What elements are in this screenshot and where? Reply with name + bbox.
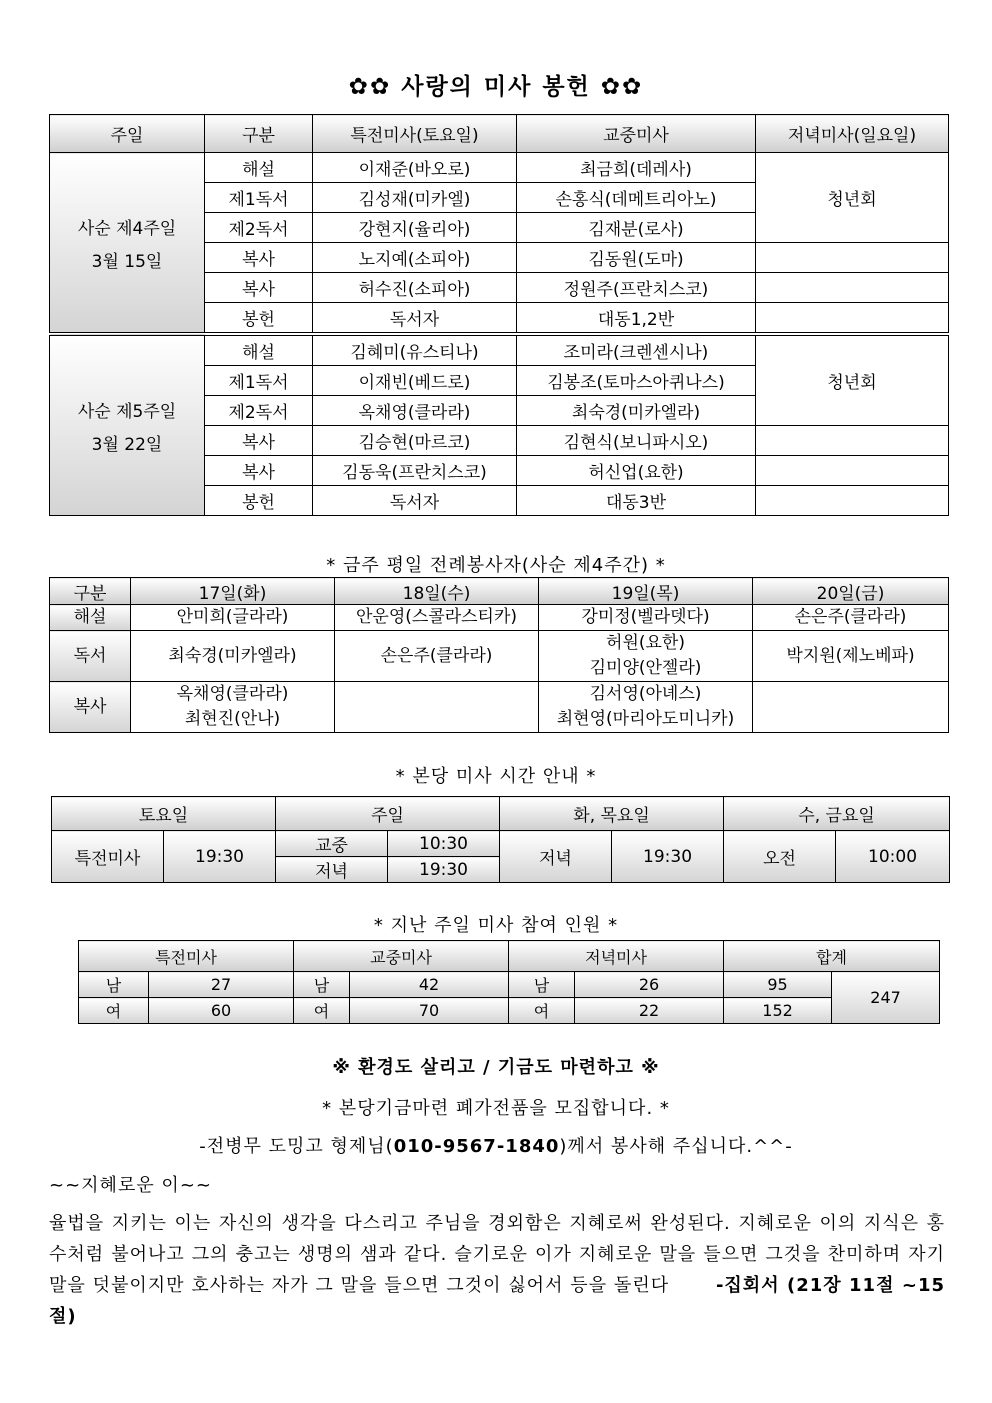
role-cell: 복사 — [205, 426, 313, 456]
special-cell: 김혜미(유스티나) — [313, 334, 517, 366]
role-cell: 제2독서 — [205, 396, 313, 426]
main-male: 42 — [350, 972, 509, 998]
wisdom-heading: ~~지혜로운 이~~ — [49, 1175, 212, 1196]
main-cell: 최숙경(미카엘라) — [517, 396, 756, 426]
total: 247 — [832, 972, 940, 1024]
cell: 최숙경(미카엘라) — [131, 631, 335, 682]
header-role: 구분 — [205, 115, 313, 153]
wisdom-body — [49, 1208, 945, 1332]
main-cell: 김현식(보니파시오) — [517, 426, 756, 456]
table-row — [79, 972, 940, 998]
role-cell: 봉헌 — [205, 303, 313, 335]
sum-male: 95 — [724, 972, 832, 998]
header-category: 구분 — [50, 578, 131, 605]
cell-line: 김미양(안젤라) — [589, 658, 702, 678]
header-day-18: 18일(수) — [335, 578, 539, 605]
notice-line3 — [0, 1132, 992, 1158]
special-cell: 노지예(소피아) — [313, 243, 517, 273]
female-label: 여 — [294, 998, 350, 1024]
cell: 손은주(클라라) — [335, 631, 539, 682]
special-cell: 이재준(바오로) — [313, 153, 517, 183]
main-female: 70 — [350, 998, 509, 1024]
sun-eve-label: 저녁 — [276, 857, 388, 883]
female-label: 여 — [79, 998, 149, 1024]
evening-empty-cell — [756, 273, 949, 303]
table-row — [50, 631, 949, 682]
cell — [539, 631, 753, 682]
week-date: 3월 22일 — [91, 434, 163, 455]
role-cell: 해설 — [205, 153, 313, 183]
main-cell: 대동1,2반 — [517, 303, 756, 335]
header-evening-mass: 저녁미사(일요일) — [756, 115, 949, 153]
cell-line: 허원(요한) — [606, 633, 685, 653]
special-cell: 강현지(율리아) — [313, 213, 517, 243]
header-tue-thu: 화, 목요일 — [500, 797, 724, 831]
cell: 안미희(글라라) — [131, 605, 335, 631]
evening-cell: 청년회 — [756, 153, 949, 243]
male-label: 남 — [79, 972, 149, 998]
main-cell: 손홍식(데메트리아노) — [517, 183, 756, 213]
header-day-17: 17일(화) — [131, 578, 335, 605]
main-cell: 김동원(도마) — [517, 243, 756, 273]
sat-time: 19:30 — [164, 831, 276, 883]
row-label: 해설 — [50, 605, 131, 631]
tt-label: 저녁 — [500, 831, 612, 883]
role-cell: 해설 — [205, 334, 313, 366]
notice-line3-prefix: -전병무 도밍고 형제님( — [199, 1136, 394, 1157]
cell — [131, 682, 335, 733]
week-name: 사순 제4주일 — [77, 218, 177, 239]
evening-empty-cell — [756, 486, 949, 516]
week-date: 3월 15일 — [91, 251, 163, 272]
row-label: 복사 — [50, 682, 131, 733]
sun-eve-time: 19:30 — [388, 857, 500, 883]
evening-cell: 청년회 — [756, 334, 949, 426]
sat-label: 특전미사 — [52, 831, 164, 883]
male-label: 남 — [509, 972, 575, 998]
header-sunday: 주일 — [276, 797, 500, 831]
table-row — [50, 682, 949, 733]
special-female: 60 — [149, 998, 294, 1024]
cell-line: 최현진(안나) — [184, 709, 281, 729]
notice-line1: ※ 환경도 살리고 / 기금도 마련하고 ※ — [332, 1057, 660, 1078]
header-main: 교중미사 — [294, 941, 509, 972]
table-row — [79, 998, 940, 1024]
cell: 안운영(스콜라스티카) — [335, 605, 539, 631]
weekday-heading: * 금주 평일 전례봉사자(사순 제4주간) * — [326, 555, 666, 576]
header-day-20: 20일(금) — [753, 578, 949, 605]
main-cell: 조미라(크렌센시나) — [517, 334, 756, 366]
evening-empty-cell — [756, 303, 949, 335]
cell: 박지원(제노베파) — [753, 631, 949, 682]
sun-main-time: 10:30 — [388, 831, 500, 857]
mass-times-table — [51, 796, 950, 883]
main-cell: 김재분(로사) — [517, 213, 756, 243]
times-heading: * 본당 미사 시간 안내 * — [395, 766, 597, 787]
week-label — [50, 334, 205, 516]
cell-line: 김서영(아녜스) — [589, 684, 702, 704]
special-cell: 독서자 — [313, 303, 517, 335]
evening-empty-cell — [756, 456, 949, 486]
week-label — [50, 153, 205, 335]
notice-line3-suffix: )께서 봉사해 주십니다.^^- — [559, 1136, 793, 1157]
cell: 손은주(클라라) — [753, 605, 949, 631]
attendance-heading: * 지난 주일 미사 참여 인원 * — [373, 915, 619, 936]
role-cell: 봉헌 — [205, 486, 313, 516]
phone-number: 010-9567-1840 — [393, 1136, 560, 1157]
cell — [753, 682, 949, 733]
special-cell: 김성재(미카엘) — [313, 183, 517, 213]
role-cell: 제1독서 — [205, 366, 313, 396]
header-main-mass: 교중미사 — [517, 115, 756, 153]
header-wed-fri: 수, 금요일 — [724, 797, 950, 831]
cell — [539, 682, 753, 733]
male-label: 남 — [294, 972, 350, 998]
main-cell: 정원주(프란치스코) — [517, 273, 756, 303]
main-cell: 최금희(데레사) — [517, 153, 756, 183]
header-special-mass: 특전미사(토요일) — [313, 115, 517, 153]
wf-label: 오전 — [724, 831, 836, 883]
table-row — [50, 605, 949, 631]
special-cell: 허수진(소피아) — [313, 273, 517, 303]
evening-male: 26 — [575, 972, 724, 998]
special-cell: 독서자 — [313, 486, 517, 516]
row-label: 독서 — [50, 631, 131, 682]
table-row — [50, 334, 949, 366]
sun-main-label: 교중 — [276, 831, 388, 857]
special-cell: 이재빈(베드로) — [313, 366, 517, 396]
header-special: 특전미사 — [79, 941, 294, 972]
header-day-19: 19일(목) — [539, 578, 753, 605]
main-cell: 대동3반 — [517, 486, 756, 516]
evening-empty-cell — [756, 426, 949, 456]
role-cell: 복사 — [205, 273, 313, 303]
cell-line: 최현영(마리아도미니카) — [556, 709, 735, 729]
role-cell: 복사 — [205, 456, 313, 486]
table-row — [52, 831, 950, 857]
header-sunday: 주일 — [50, 115, 205, 153]
wisdom-source: -집회서 (21장 11절 ~15절) — [49, 1275, 945, 1327]
cell: 강미정(벨라뎃다) — [539, 605, 753, 631]
evening-empty-cell — [756, 243, 949, 273]
header-total: 합계 — [724, 941, 940, 972]
week-name: 사순 제5주일 — [77, 401, 177, 422]
attendance-table — [78, 940, 940, 1024]
evening-female: 22 — [575, 998, 724, 1024]
special-male: 27 — [149, 972, 294, 998]
role-cell: 제1독서 — [205, 183, 313, 213]
special-cell: 옥채영(클라라) — [313, 396, 517, 426]
main-cell: 허신업(요한) — [517, 456, 756, 486]
tt-time: 19:30 — [612, 831, 724, 883]
header-saturday: 토요일 — [52, 797, 276, 831]
female-label: 여 — [509, 998, 575, 1024]
table-row — [50, 153, 949, 183]
cell-line: 옥채영(클라라) — [176, 684, 289, 704]
wf-time: 10:00 — [836, 831, 950, 883]
cell — [335, 682, 539, 733]
header-evening: 저녁미사 — [509, 941, 724, 972]
role-cell: 제2독서 — [205, 213, 313, 243]
special-cell: 김동욱(프란치스코) — [313, 456, 517, 486]
page-title: ✿✿ 사랑의 미사 봉헌 ✿✿ — [348, 74, 644, 100]
mass-roster-table — [49, 114, 949, 516]
wisdom-text: 율법을 지키는 이는 자신의 생각을 다스리고 주님을 경외함은 지혜로써 완성된다. 지혜로운 이의 지식은 홍수처럼 불어나고 그의 충고는 생명의 샘과 같다. 슬기로운 이가 지혜로운 말을 들으면 그것을 찬미하며 자기 말을 덧붙이지만 호사하는 자가 그 말을 들으면 그것이 싫어서 등을 돌린다 — [49, 1213, 945, 1296]
sum-female: 152 — [724, 998, 832, 1024]
notice-line2: * 본당기금마련 폐가전품을 모집합니다. * — [322, 1098, 670, 1119]
main-cell: 김봉조(토마스아퀴나스) — [517, 366, 756, 396]
role-cell: 복사 — [205, 243, 313, 273]
weekday-servers-table — [49, 577, 949, 733]
special-cell: 김승현(마르코) — [313, 426, 517, 456]
